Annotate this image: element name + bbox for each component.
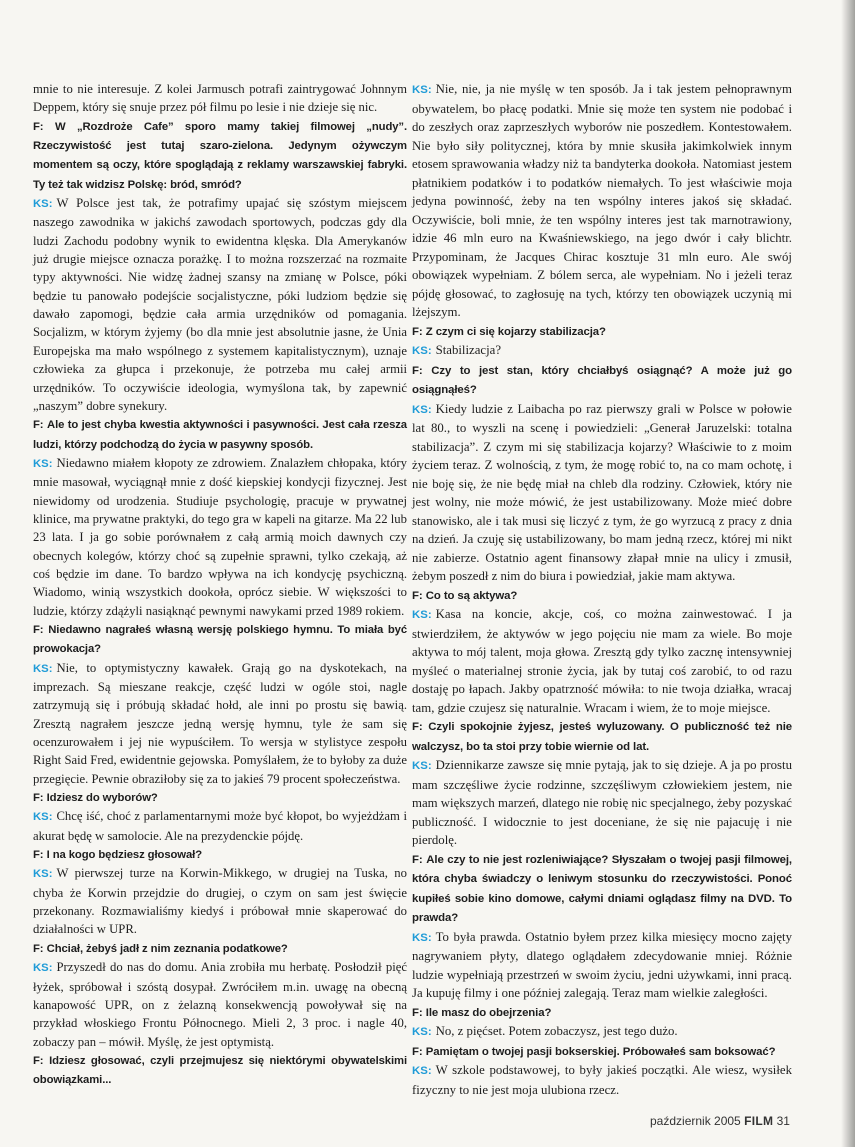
- speaker-label: KS:: [412, 931, 432, 944]
- paragraph-text: Nie, to optymistyczny kawałek. Grają go na dyskotekach, na imprezach. Są mieszane reakcje, część ludzi w ogóle stoi, nagle zatrzymują się i próbują składać hołd, ale inni po prostu się bawią. Zresztą nagrałem jeszcze jedną wersję hymnu, tyle że sam się ocenzurowałem i jej nie wypuściłem. To wersja w stylistyce zespołu Right Said Fred, ewidentnie gejowska. Pomyślałem, że to byłoby za duże przegięcie. Pewnie obraziłoby się za to jakieś 79 procent społeczeństwa.: [33, 660, 407, 786]
- paragraph-text: Kiedy ludzie z Laibacha po raz pierwszy grali w Polsce w połowie lat 80., to wyszli na scenę i powiedzieli: „Generał Jaruzelski: totalna stabilizacja”. Z czym mi się stabilizacja kojarzy? Właściwie to z moim życiem teraz. Z wolnością, z tym, że mogę robić to, na co mam ochotę, i nie boję się, że nie będę miał na chleb dla rodziny. Człowiek, który nie jest wolny, nie może mówić, że jest ustabilizowany. Może mieć dobre stanowisko, ale i tak musi się liczyć z tym, że go wyrzucą z pracy z dnia na dzień. Ja czuję się ustabilizowany, bo mam jedną rzecz, której mi nikt nie zabierze. Ostatnio agent finansowy złapał mnie na ulicy i zmusił, żebym poszedł z nim do biura i powiedział, jakie mam aktywa.: [412, 401, 792, 583]
- speaker-label: KS:: [412, 760, 432, 772]
- interview-answer: [33, 807, 407, 845]
- speaker-label: F:: [33, 120, 44, 133]
- interview-answer: [412, 400, 792, 586]
- interview-answer: [33, 958, 407, 1051]
- speaker-label: KS:: [33, 811, 53, 824]
- speaker-label: F:: [33, 942, 44, 955]
- paragraph-text: Chciał, żebyś jadł z nim zeznania podatkowe?: [46, 942, 288, 955]
- paragraph-text: Czy to jest stan, który chciałbyś osiągnąć? A może już go osiągnąłeś?: [412, 364, 793, 396]
- page-number: 31: [776, 1114, 790, 1128]
- paragraph-text: Niedawno miałem kłopoty ze zdrowiem. Znalazłem chłopaka, który mnie masował, wyciągnął mnie z dość kiepskiej kondycji fizycznej. Jest niewidomy od urodzenia. Studiuje psychologię, pracuje w prywatnej klinice, ma prywatne praktyki, do tego gra w kapeli na gitarze. Ma 22 lub 23 lata. I ja go sobie porównałem z całą armią moich dawnych czy obecnych kolegów, którzy choć są zupełnie sprawni, tylko czekają, aż coś będzie im dane. To bardzo wpływa na ich kondycję psychiczną. Wiadomo, winią wszystkich dookoła, oprócz siebie. W większości to ludzie, którzy zdążyli nasiąknąć pewnymi nawykami przed 1989 rokiem.: [33, 455, 407, 618]
- paragraph-text: W pierwszej turze na Korwin-Mikkego, w drugiej na Tuska, no chyba że Korwin przejdzie do drugiej, o czym on sam jest święcie przekonany. Rozmawialiśmy kiedyś i próbował mnie skaperować do działalności w UPR.: [33, 866, 407, 937]
- speaker-label: F:: [412, 364, 423, 377]
- paragraph-text: Idziesz do wyborów?: [46, 792, 158, 805]
- interview-question: [33, 620, 407, 659]
- paragraph-text: Co to są aktywa?: [425, 589, 518, 602]
- speaker-label: F:: [33, 1054, 44, 1067]
- paragraph-text: Dziennikarze zawsze się mnie pytają, jak to się dzieje. A ja po prostu mam szczęśliwe życie rodzinne, szczęśliwym człowiekiem jestem, nie mam większych marzeń, dlatego nie robię nic specjalnego, żeby pozyskać publiczność. I widocznie to jest doceniane, że się nie pajacuję i nie pierdolę.: [412, 758, 792, 847]
- magazine-name: FILM: [744, 1114, 774, 1128]
- speaker-label: F:: [33, 792, 44, 805]
- paragraph-text: Przyszedł do nas do domu. Ania zrobiła mu herbatę. Posłodził pięć łyżek, spróbował i szóstą dosypał. Zwróciłem m.in. uwagę na obecną kanapowość UPR, on z żelazną konsekwencją powoływał się na przykład włoskiego Frontu Północnego. Mieli 2, 3 proc. i nagle 40, zobaczy pan – mówił. Myślę, że jest optymistą.: [33, 960, 407, 1049]
- speaker-label: KS:: [33, 962, 53, 975]
- speaker-label: KS:: [33, 198, 53, 211]
- article-left-column: [33, 80, 407, 1090]
- paragraph-text: Czyli spokojnie żyjesz, jesteś wyluzowany. O publiczność też nie walczysz, bo ta stoi przy tobie wiernie od lat.: [412, 721, 792, 753]
- paragraph-text: I na kogo będziesz głosował?: [46, 849, 203, 862]
- speaker-label: F:: [412, 721, 423, 733]
- paragraph-text: Niedawno nagrałeś własną wersję polskiego hymnu. To miała być prowokacja?: [33, 623, 407, 656]
- paragraph-text: W szkole podstawowej, to były jakieś początki. Ale wiesz, wysiłek fizyczny to nie jest moja ulubiona rzecz.: [412, 1063, 792, 1097]
- interview-question: [412, 586, 792, 606]
- paragraph-text: Stabilizacja?: [435, 343, 501, 357]
- speaker-label: KS:: [33, 457, 53, 470]
- interview-question: [33, 939, 407, 958]
- paragraph-text: Ale to jest chyba kwestia aktywności i pasywności. Jest cała rzesza ludzi, którzy podchodzą do życia w pasywny sposób.: [33, 419, 407, 451]
- interview-answer: [412, 756, 792, 850]
- page-edge-shadow: [841, 0, 855, 1147]
- speaker-label: KS:: [33, 662, 53, 675]
- interview-question: [33, 415, 407, 454]
- interview-answer: [33, 659, 407, 788]
- paragraph-text: Idziesz głosować, czyli przejmujesz się niektórymi obywatelskimi obowiązkami...: [33, 1054, 407, 1087]
- speaker-label: KS:: [33, 868, 53, 881]
- interview-question: [412, 850, 792, 928]
- speaker-label: KS:: [412, 609, 432, 621]
- interview-answer: [412, 1061, 792, 1099]
- article-paragraph: [33, 80, 407, 117]
- paragraph-text: Ile masz do obejrzenia?: [425, 1006, 552, 1019]
- page-footer: [650, 1114, 790, 1128]
- paragraph-text: No, z pięćset. Potem zobaczysz, jest tego dużo.: [435, 1024, 678, 1038]
- interview-question: [412, 717, 792, 756]
- interview-question: [412, 361, 792, 400]
- interview-answer: [33, 194, 407, 415]
- speaker-label: F:: [412, 325, 423, 338]
- interview-question: [412, 1042, 792, 1062]
- interview-question: [33, 788, 407, 807]
- speaker-label: F:: [412, 1045, 423, 1058]
- paragraph-text: Z czym ci się kojarzy stabilizacja?: [425, 325, 606, 338]
- paragraph-text: To była prawda. Ostatnio byłem przez kilka miesięcy mocno zajęty nagrywaniem płyty, dlatego oglądałem zdecydowanie mniej. Różnie ludzie wypełniają przestrzeń w swoim życiu, jedni używkami, inni pracą. Ja kupuję filmy i one później zalegają. Teraz mam wielkie zaległości.: [412, 929, 792, 1000]
- interview-question: [33, 845, 407, 864]
- speaker-label: F:: [33, 623, 44, 636]
- paragraph-text: Kasa na koncie, akcje, coś, co można zainwestować. I ja stwierdziłem, że aktywów w jego pojęciu nie mam za wiele. Bo moje aktywa to mój talent, moja głowa. Zresztą gdy tylko zacznę intensywniej myśleć o materialnej stronie życia, jak by tutaj coś zarobić, to od razu dostaję po łapach. Jakby opatrzność mówiła: to nie twoja działka, wracaj tam, gdzie czujesz się naturalnie. Wracam i wiem, że to moje miejsce.: [412, 607, 792, 715]
- interview-question: [412, 322, 792, 342]
- paragraph-text: Pamiętam o twojej pasji bokserskiej. Próbowałeś sam boksować?: [425, 1045, 776, 1058]
- paragraph-text: W „Rozdroże Cafe” sporo mamy takiej filmowej „nudy”. Rzeczywistość jest tutaj szaro-zielona. Jedynym ożywczym momentem są oczy, które spoglądają z reklamy warszawskiej fabryki. Ty też tak widzisz Polskę: bród, smród?: [33, 120, 408, 191]
- interview-question: [412, 1003, 792, 1023]
- speaker-label: KS:: [412, 84, 432, 96]
- paragraph-text: W Polsce jest tak, że potrafimy upajać się szóstym miejscem naszego zawodnika w jakichś zawodach sportowych, podczas gdy dla ludzi Zachodu podobny wynik to ewidentna klęska. Dla Amerykanów już drugie miejsce oznacza porażkę. I to można rozszerzać na rozmaite typy aktywności. Nie widzę żadnej szansy na zmianę w Polsce, póki będzie tu panowało podejście socjalistyczne, póki ludziom będzie się dawało zapomogi, będzie cała armia urzędników od pomagania. Socjalizm, w którym żyjemy (bo dla mnie jest absolutnie jasne, że Unia Europejska ma mało wspólnego z systemem kapitalistycznym), uznaje człowieka za głupca i przekonuje, że potrzeba mu całej armii urzędników. To oczywiście ideologia, wymyślona tak, by zapewnić „naszym” dobre synekury.: [33, 196, 407, 413]
- speaker-label: F:: [412, 589, 423, 602]
- speaker-label: F:: [33, 849, 44, 862]
- interview-answer: [33, 864, 407, 938]
- paragraph-text: Nie, nie, ja nie myślę w ten sposób. Ja i tak jestem pełnoprawnym obywatelem, bo płacę podatki. Mnie się może ten system nie podobać i do zeszłych oraz zaprzeszłych wyborów nie poszedłem. Kontestowałem. Nie było siły politycznej, która by mnie skusiła jakimkolwiek innym etosem sprawowania władzy niż ta bandyterka dookoła. Natomiast jestem płatnikiem podatków i to podatków niemałych. To jest właściwie moja jedyna powinność, żeby na ten wspólny interes jakoś się składać. Oczywiście, boli mnie, że ten wspólny interes jest tak marnotrawiony, idzie 46 mln euro na Kwaśniewskiego, na jego dwór i cały blichtr. Przypominam, że Jacques Chirac kosztuje 31 mln euro. Ale swój obowiązek wypełniam. Z bólem serca, ale wypełniam. No i jeżeli teraz pójdę głosować, to zagłosuję na tych, którzy ten obowiązek uczynią mi lżejszym.: [412, 82, 792, 319]
- paragraph-text: mnie to nie interesuje. Z kolei Jarmusch potrafi zaintrygować Johnnym Deppem, który się snuje przez pół filmu po lesie i nie dzieje się nic.: [33, 82, 407, 115]
- speaker-label: F:: [412, 853, 423, 866]
- interview-answer: [412, 341, 792, 361]
- issue-date: październik 2005: [650, 1114, 741, 1128]
- paragraph-text: Ale czy to nie jest rozleniwiające? Słyszałam o twojej pasji filmowej, która chyba świadczy o leniwym stosunku do rzeczywistości. Ponoć kupiłeś sobie kino domowe, całymi dniami oglądasz filmy na DVD. To prawda?: [412, 853, 792, 924]
- interview-answer: [33, 454, 407, 620]
- speaker-label: F:: [412, 1006, 423, 1019]
- speaker-label: KS:: [412, 345, 432, 357]
- speaker-label: KS:: [412, 403, 432, 416]
- speaker-label: KS:: [412, 1065, 432, 1077]
- paragraph-text: Chcę iść, choć z parlamentarnymi może być kłopot, bo wyjeżdżam i akurat będę w samolocie. Ale na prezydenckie pójdę.: [33, 809, 407, 843]
- interview-answer: [412, 928, 792, 1003]
- interview-question: [33, 117, 407, 194]
- speaker-label: KS:: [412, 1026, 432, 1038]
- interview-answer: [412, 80, 792, 322]
- interview-answer: [412, 1022, 792, 1042]
- speaker-label: F:: [33, 419, 44, 432]
- interview-answer: [412, 605, 792, 717]
- interview-question: [33, 1051, 407, 1090]
- article-right-column: [412, 80, 792, 1099]
